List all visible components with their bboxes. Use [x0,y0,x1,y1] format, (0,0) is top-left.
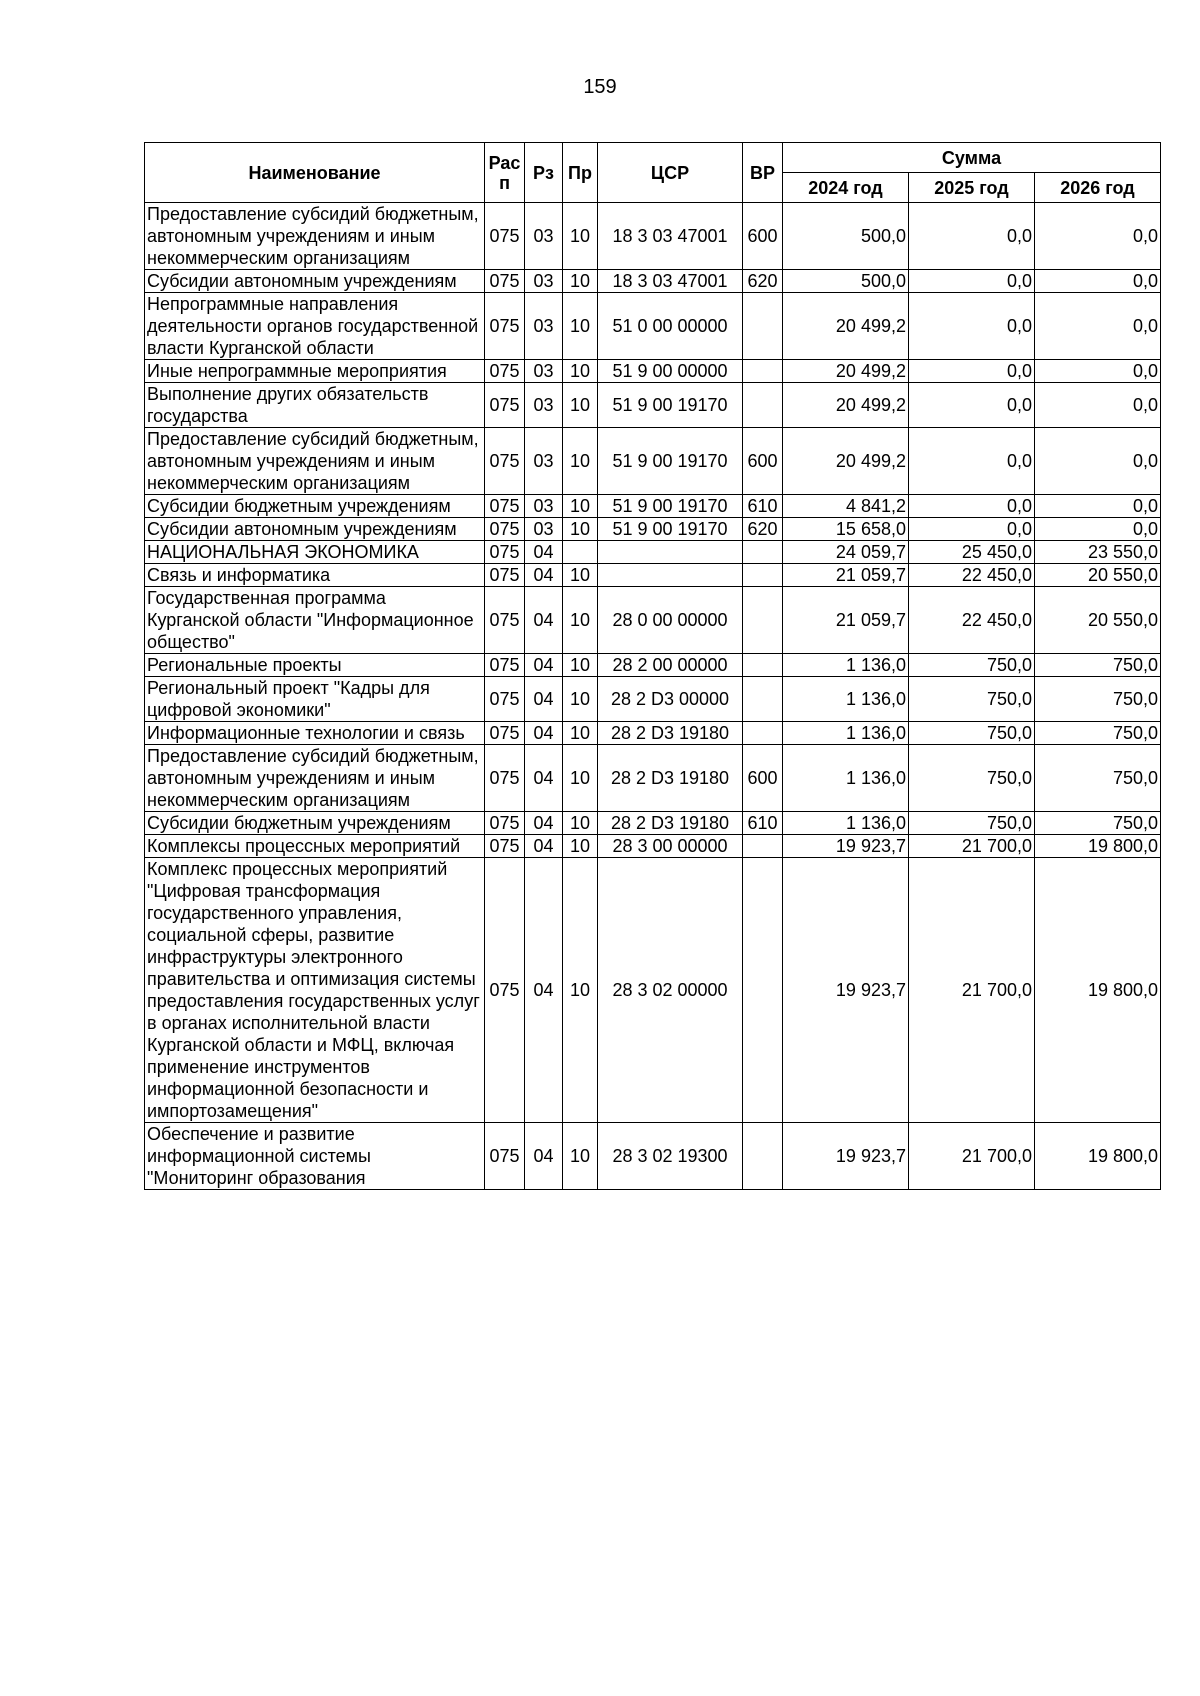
row-pr-cell: 10 [563,518,598,541]
row-vr-cell: 620 [743,270,783,293]
row-2024-cell: 15 658,0 [783,518,909,541]
row-name-cell: Государственная программа Курганской области "Информационное общество" [145,587,485,654]
row-2026-cell: 20 550,0 [1035,564,1161,587]
row-pr-cell: 10 [563,203,598,270]
table-row [145,722,1161,745]
row-2025-cell: 22 450,0 [909,564,1035,587]
row-pr-cell: 10 [563,812,598,835]
row-csr-cell: 18 3 03 47001 [598,270,743,293]
row-rasp-cell: 075 [485,428,525,495]
table-row [145,360,1161,383]
row-2025-cell: 22 450,0 [909,587,1035,654]
row-csr-cell: 28 3 02 19300 [598,1123,743,1190]
table-row [145,677,1161,722]
row-2024-cell: 19 923,7 [783,835,909,858]
row-vr-cell: 600 [743,745,783,812]
row-2025-cell: 0,0 [909,203,1035,270]
row-2025-cell: 750,0 [909,722,1035,745]
row-2025-cell: 750,0 [909,654,1035,677]
row-csr-cell: 28 0 00 00000 [598,587,743,654]
row-name-cell: Обеспечение и развитие информационной системы "Мониторинг образования [145,1123,485,1190]
row-2025-cell: 0,0 [909,383,1035,428]
row-2026-cell: 0,0 [1035,203,1161,270]
header-rasp: Рас п [485,143,525,203]
row-pr-cell: 10 [563,677,598,722]
row-csr-cell: 28 2 D3 00000 [598,677,743,722]
row-name-cell: Предоставление субсидий бюджетным, автономным учреждениям и иным некоммерческим организациям [145,745,485,812]
row-2024-cell: 19 923,7 [783,858,909,1123]
row-vr-cell: 600 [743,428,783,495]
row-2024-cell: 1 136,0 [783,654,909,677]
row-name-cell: Информационные технологии и связь [145,722,485,745]
row-rz-cell: 03 [525,203,563,270]
table-row [145,293,1161,360]
row-rz-cell: 04 [525,858,563,1123]
table-row [145,383,1161,428]
row-rz-cell: 04 [525,745,563,812]
row-2024-cell: 500,0 [783,270,909,293]
row-name-cell: Предоставление субсидий бюджетным, автономным учреждениям и иным некоммерческим организациям [145,428,485,495]
row-pr-cell [563,541,598,564]
row-name-cell: Субсидии автономным учреждениям [145,270,485,293]
row-rasp-cell: 075 [485,1123,525,1190]
row-csr-cell: 28 3 02 00000 [598,858,743,1123]
row-pr-cell: 10 [563,1123,598,1190]
row-rz-cell: 04 [525,654,563,677]
row-2026-cell: 0,0 [1035,518,1161,541]
row-vr-cell: 600 [743,203,783,270]
row-rasp-cell: 075 [485,541,525,564]
row-2026-cell: 0,0 [1035,293,1161,360]
row-name-cell: Региональный проект "Кадры для цифровой экономики" [145,677,485,722]
row-pr-cell: 10 [563,495,598,518]
table-row [145,541,1161,564]
row-rz-cell: 04 [525,835,563,858]
table-row [145,812,1161,835]
row-name-cell: Комплексы процессных мероприятий [145,835,485,858]
header-2026: 2026 год [1035,173,1161,203]
table-row [145,203,1161,270]
row-rasp-cell: 075 [485,812,525,835]
header-pr: Пр [563,143,598,203]
header-sum: Сумма [783,143,1161,173]
row-name-cell: Субсидии бюджетным учреждениям [145,495,485,518]
row-2025-cell: 21 700,0 [909,1123,1035,1190]
row-name-cell: НАЦИОНАЛЬНАЯ ЭКОНОМИКА [145,541,485,564]
table-row [145,835,1161,858]
row-rasp-cell: 075 [485,745,525,812]
row-rasp-cell: 075 [485,587,525,654]
row-name-cell: Связь и информатика [145,564,485,587]
row-rasp-cell: 075 [485,518,525,541]
row-2026-cell: 20 550,0 [1035,587,1161,654]
table-row [145,564,1161,587]
row-rz-cell: 03 [525,518,563,541]
row-pr-cell: 10 [563,587,598,654]
row-vr-cell [743,835,783,858]
row-name-cell: Субсидии автономным учреждениям [145,518,485,541]
row-rz-cell: 04 [525,541,563,564]
row-2026-cell: 750,0 [1035,722,1161,745]
row-rz-cell: 03 [525,383,563,428]
row-2026-cell: 23 550,0 [1035,541,1161,564]
row-2025-cell: 750,0 [909,812,1035,835]
row-vr-cell [743,654,783,677]
row-pr-cell: 10 [563,383,598,428]
row-2024-cell: 20 499,2 [783,360,909,383]
row-rz-cell: 03 [525,270,563,293]
row-name-cell: Выполнение других обязательств государства [145,383,485,428]
table-row [145,745,1161,812]
row-vr-cell: 610 [743,495,783,518]
row-rz-cell: 04 [525,564,563,587]
table-row [145,858,1161,1123]
row-2025-cell: 21 700,0 [909,835,1035,858]
row-2024-cell: 20 499,2 [783,293,909,360]
row-rasp-cell: 075 [485,203,525,270]
row-rz-cell: 03 [525,293,563,360]
row-vr-cell: 610 [743,812,783,835]
row-2024-cell: 4 841,2 [783,495,909,518]
table-row [145,428,1161,495]
row-2026-cell: 0,0 [1035,270,1161,293]
row-rz-cell: 04 [525,812,563,835]
row-rz-cell: 03 [525,428,563,495]
row-2025-cell: 21 700,0 [909,858,1035,1123]
row-name-cell: Комплекс процессных мероприятий "Цифровая трансформация государственного управления, социальной сферы, развитие инфраструктуры электронного правительства и оптимизация системы предоставления государственных услуг в органах исполнительной власти Курганской области и МФЦ, включая применение инструментов информационной безопасности и импортозамещения" [145,858,485,1123]
row-rz-cell: 04 [525,677,563,722]
table-body [145,203,1161,1190]
header-rz: Рз [525,143,563,203]
row-2026-cell: 750,0 [1035,677,1161,722]
row-rasp-cell: 075 [485,564,525,587]
row-csr-cell: 51 9 00 19170 [598,518,743,541]
row-rasp-cell: 075 [485,858,525,1123]
row-vr-cell [743,541,783,564]
row-vr-cell [743,1123,783,1190]
row-csr-cell [598,541,743,564]
row-pr-cell: 10 [563,360,598,383]
row-pr-cell: 10 [563,745,598,812]
row-vr-cell [743,293,783,360]
row-rz-cell: 04 [525,587,563,654]
row-2026-cell: 750,0 [1035,745,1161,812]
row-rz-cell: 04 [525,1123,563,1190]
row-2024-cell: 21 059,7 [783,564,909,587]
row-pr-cell: 10 [563,564,598,587]
row-pr-cell: 10 [563,858,598,1123]
row-vr-cell [743,383,783,428]
row-vr-cell [743,360,783,383]
row-2024-cell: 19 923,7 [783,1123,909,1190]
row-name-cell: Предоставление субсидий бюджетным, автономным учреждениям и иным некоммерческим организациям [145,203,485,270]
row-2026-cell: 19 800,0 [1035,1123,1161,1190]
row-pr-cell: 10 [563,722,598,745]
row-2025-cell: 0,0 [909,360,1035,383]
row-csr-cell: 28 2 D3 19180 [598,745,743,812]
row-rasp-cell: 075 [485,722,525,745]
header-vr: ВР [743,143,783,203]
row-pr-cell: 10 [563,293,598,360]
row-name-cell: Иные непрограммные мероприятия [145,360,485,383]
row-csr-cell: 51 9 00 00000 [598,360,743,383]
row-2025-cell: 25 450,0 [909,541,1035,564]
row-rz-cell: 03 [525,360,563,383]
row-pr-cell: 10 [563,654,598,677]
row-pr-cell: 10 [563,428,598,495]
row-2024-cell: 1 136,0 [783,745,909,812]
row-2024-cell: 500,0 [783,203,909,270]
row-2026-cell: 0,0 [1035,495,1161,518]
row-2026-cell: 0,0 [1035,360,1161,383]
row-2026-cell: 19 800,0 [1035,835,1161,858]
page-number: 159 [583,76,617,98]
row-2026-cell: 750,0 [1035,812,1161,835]
budget-table [144,142,1161,1190]
row-2024-cell: 24 059,7 [783,541,909,564]
row-pr-cell: 10 [563,270,598,293]
row-2026-cell: 19 800,0 [1035,858,1161,1123]
row-2024-cell: 1 136,0 [783,677,909,722]
row-csr-cell: 18 3 03 47001 [598,203,743,270]
row-2025-cell: 750,0 [909,677,1035,722]
row-rz-cell: 03 [525,495,563,518]
row-name-cell: Региональные проекты [145,654,485,677]
row-vr-cell [743,677,783,722]
row-rasp-cell: 075 [485,293,525,360]
row-csr-cell: 28 2 D3 19180 [598,812,743,835]
row-rasp-cell: 075 [485,677,525,722]
row-vr-cell: 620 [743,518,783,541]
row-csr-cell [598,564,743,587]
row-csr-cell: 28 2 D3 19180 [598,722,743,745]
row-2024-cell: 20 499,2 [783,383,909,428]
header-name: Наименование [145,143,485,203]
row-pr-cell: 10 [563,835,598,858]
table-row [145,1123,1161,1190]
row-2026-cell: 0,0 [1035,428,1161,495]
row-2025-cell: 750,0 [909,745,1035,812]
table-row [145,270,1161,293]
row-csr-cell: 51 0 00 00000 [598,293,743,360]
row-2024-cell: 21 059,7 [783,587,909,654]
row-2026-cell: 0,0 [1035,383,1161,428]
row-2025-cell: 0,0 [909,518,1035,541]
table-row [145,587,1161,654]
row-rasp-cell: 075 [485,654,525,677]
row-rasp-cell: 075 [485,270,525,293]
row-csr-cell: 28 3 00 00000 [598,835,743,858]
table-row [145,654,1161,677]
table-row [145,495,1161,518]
header-2024: 2024 год [783,173,909,203]
row-2024-cell: 20 499,2 [783,428,909,495]
row-2025-cell: 0,0 [909,293,1035,360]
row-rasp-cell: 075 [485,495,525,518]
row-csr-cell: 28 2 00 00000 [598,654,743,677]
row-rasp-cell: 075 [485,383,525,428]
row-csr-cell: 51 9 00 19170 [598,428,743,495]
row-rasp-cell: 075 [485,360,525,383]
row-csr-cell: 51 9 00 19170 [598,383,743,428]
row-vr-cell [743,858,783,1123]
table-row [145,518,1161,541]
row-vr-cell [743,722,783,745]
row-2025-cell: 0,0 [909,495,1035,518]
row-vr-cell [743,587,783,654]
row-rasp-cell: 075 [485,835,525,858]
row-2024-cell: 1 136,0 [783,812,909,835]
row-2026-cell: 750,0 [1035,654,1161,677]
row-name-cell: Непрограммные направления деятельности органов государственной власти Курганской области [145,293,485,360]
header-2025: 2025 год [909,173,1035,203]
row-rz-cell: 04 [525,722,563,745]
row-2024-cell: 1 136,0 [783,722,909,745]
header-csr: ЦСР [598,143,743,203]
row-name-cell: Субсидии бюджетным учреждениям [145,812,485,835]
row-csr-cell: 51 9 00 19170 [598,495,743,518]
row-vr-cell [743,564,783,587]
row-2025-cell: 0,0 [909,428,1035,495]
row-2025-cell: 0,0 [909,270,1035,293]
